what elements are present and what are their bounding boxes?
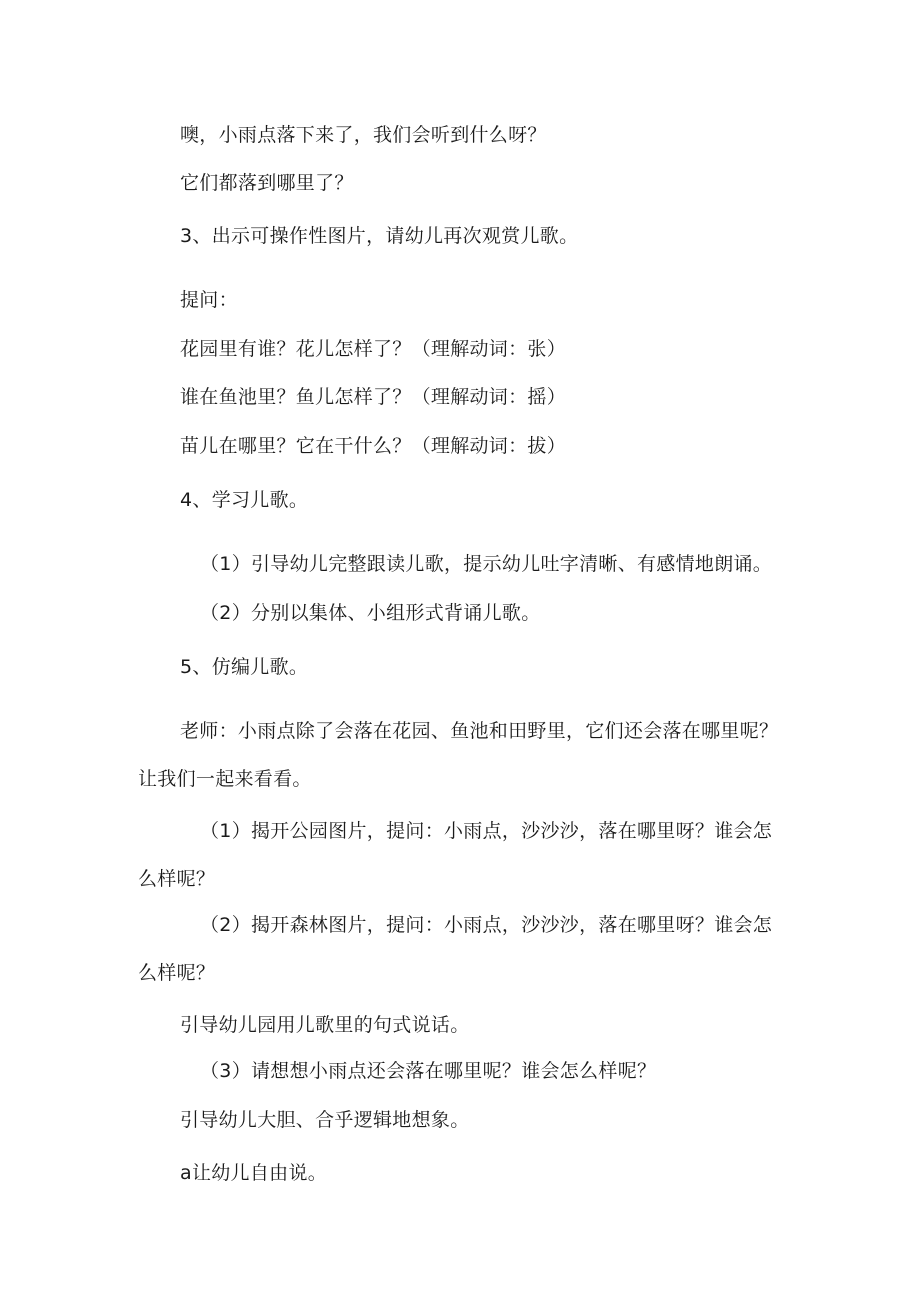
paragraph-line: 噢，小雨点落下来了，我们会听到什么呀？ (180, 124, 547, 146)
list-item: （3）请想想小雨点还会落在哪里呢？谁会怎么样呢？ (200, 1060, 657, 1082)
list-item: （1）引导幼儿完整跟读儿歌，提示幼儿吐字清晰、有感情地朗诵。 (200, 553, 773, 575)
paragraph-line: 引导幼儿大胆、合乎逻辑地想象。 (180, 1109, 470, 1131)
list-item-continuation: 么样呢？ (138, 868, 216, 890)
section-heading: 5、仿编儿歌。 (180, 656, 309, 678)
paragraph-line: 引导幼儿园用儿歌里的句式说话。 (180, 1014, 470, 1036)
question-line: 谁在鱼池里？鱼儿怎样了？（理解动词：摇） (180, 386, 567, 408)
paragraph-line: 它们都落到哪里了？ (180, 172, 354, 194)
list-item: （2）揭开森林图片，提问：小雨点，沙沙沙，落在哪里呀？谁会怎 (200, 914, 773, 936)
paragraph-line: 让我们一起来看看。 (138, 768, 312, 790)
paragraph-line: 老师：小雨点除了会落在花园、鱼池和田野里，它们还会落在哪里呢？ (180, 720, 779, 742)
list-item: （2）分别以集体、小组形式背诵儿歌。 (200, 602, 541, 624)
question-line: 花园里有谁？花儿怎样了？（理解动词：张） (180, 338, 567, 360)
list-item-continuation: 么样呢？ (138, 962, 216, 984)
list-item: （1）揭开公园图片，提问：小雨点，沙沙沙，落在哪里呀？谁会怎 (200, 820, 773, 842)
paragraph-line: a让幼儿自由说。 (180, 1162, 328, 1184)
section-heading: 4、学习儿歌。 (180, 489, 309, 511)
paragraph-line: 提问： (180, 289, 238, 311)
section-heading: 3、出示可操作性图片，请幼儿再次观赏儿歌。 (180, 225, 579, 247)
question-line: 苗儿在哪里？它在干什么？（理解动词：拔） (180, 435, 567, 457)
